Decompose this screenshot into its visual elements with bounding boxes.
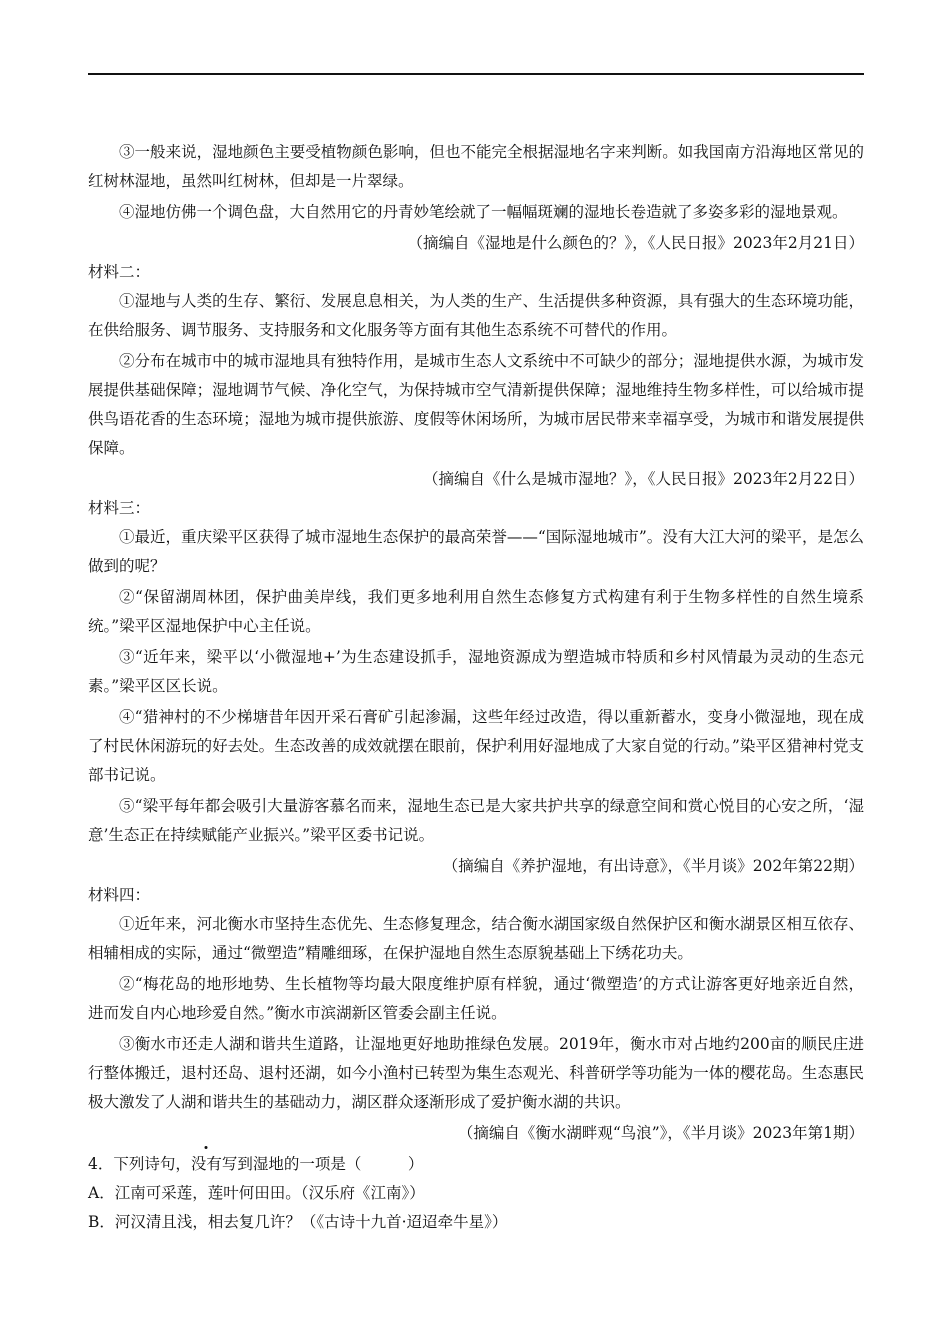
document-body <box>88 138 864 1237</box>
source-citation: （摘编自《什么是城市湿地？》，《人民日报》2023年2月22日） <box>422 470 864 488</box>
option-a[interactable]: A．江南可采莲，莲叶何田田。（汉乐府《江南》） <box>88 1184 425 1202</box>
paragraph: ②“梅花岛的地形地势、生长植物等均最大限度维护原有样貌，通过‘微塑造’的方式让游客更好地亲近自然，进而发自内心地珍爱自然。”衡水市滨湖新区管委会副主任说。 <box>88 975 864 1022</box>
source-citation: （摘编自《湿地是什么颜色的？》，《人民日报》2023年2月21日） <box>407 234 864 252</box>
source-citation: （摘编自《养护湿地，有出诗意》，《半月谈》202年第22期） <box>442 857 864 875</box>
paragraph: ④湿地仿佛一个调色盘，大自然用它的丹青妙笔绘就了一幅幅斑斓的湿地长卷造就了多姿多彩的湿地景观。 <box>119 203 848 221</box>
paragraph: ③“近年来，梁平以‘小微湿地+’为生态建设抓手，湿地资源成为塑造城市特质和乡村风情最为灵动的生态元素。”梁平区区长说。 <box>88 648 864 695</box>
paragraph: ①最近，重庆梁平区获得了城市湿地生态保护的最高荣誉——“国际湿地城市”。没有大江大河的梁平，是怎么做到的呢？ <box>88 528 864 575</box>
paragraph: ②分布在城市中的城市湿地具有独特作用，是城市生态人文系统中不可缺少的部分；湿地提供水源，为城市发展提供基础保障；湿地调节气候、净化空气，为保持城市空气清新提供保障；湿地维持生物多样性，可以给城市提供鸟语花香的生态环境；湿地为城市提供旅游、度假等休闲场所，为城市居民带来幸福享受，为城市和谐发展提供保障。 <box>88 352 864 457</box>
emphasis-text: 没有 <box>191 1150 222 1179</box>
question-stem <box>88 1150 864 1179</box>
section-heading: 材料三： <box>88 499 151 517</box>
source-citation: （摘编自《衡水湖畔观“鸟浪”》，《半月谈》2023年第1期） <box>457 1124 864 1142</box>
paragraph: ⑤“梁平每年都会吸引大量游客慕名而来，湿地生态已是大家共护共享的绿意空间和赏心悦目的心安之所，‘湿意’生态正在持续赋能产业振兴。”梁平区委书记说。 <box>88 797 864 844</box>
paragraph: ①湿地与人类的生存、繁衍、发展息息相关，为人类的生产、生活提供多种资源，具有强大的生态环境功能，在供给服务、调节服务、支持服务和文化服务等方面有其他生态系统不可替代的作用。 <box>88 292 864 339</box>
question-prefix: 4．下列诗句， <box>88 1155 191 1173</box>
section-heading: 材料二： <box>88 263 151 281</box>
paragraph: ③衡水市还走人湖和谐共生道路，让湿地更好地助推绿色发展。2019年，衡水市对占地约200亩的顺民庄进行整体搬迁，退村还岛、退村还湖，如今小渔村已转型为集生态观光、科普研学等功能为一体的樱花岛。生态惠民极大激发了人湖和谐共生的基础动力，湖区群众逐渐形成了爱护衡水湖的共识。 <box>88 1035 864 1111</box>
section-heading: 材料四： <box>88 886 151 904</box>
header-rule <box>88 73 864 75</box>
paragraph: ③一般来说，湿地颜色主要受植物颜色影响，但也不能完全根据湿地名字来判断。如我国南方沿海地区常见的红树林湿地，虽然叫红树林，但却是一片翠绿。 <box>88 143 864 190</box>
paragraph: ④“猎神村的不少梯塘昔年因开采石膏矿引起渗漏，这些年经过改造，得以重新蓄水，变身小微湿地，现在成了村民休闲游玩的好去处。生态改善的成效就摆在眼前，保护利用好湿地成了大家自觉的行动。”染平区猎神村党支部书记说。 <box>88 708 864 784</box>
question-suffix: 写到湿地的一项是（ ） <box>221 1155 424 1173</box>
paragraph: ②“保留湖周林团，保护曲美岸线，我们更多地利用自然生态修复方式构建有利于生物多样性的自然生境系统。”梁平区湿地保护中心主任说。 <box>88 588 864 635</box>
paragraph: ①近年来，河北衡水市坚持生态优先、生态修复理念，结合衡水湖国家级自然保护区和衡水湖景区相互依存、相辅相成的实际，通过“微塑造”精雕细琢，在保护湿地自然生态原貌基础上下绣花功夫。 <box>88 915 864 962</box>
option-b[interactable]: B．河汉清且浅，相去复几许？（《古诗十九首·迢迢牵牛星》） <box>88 1213 508 1231</box>
